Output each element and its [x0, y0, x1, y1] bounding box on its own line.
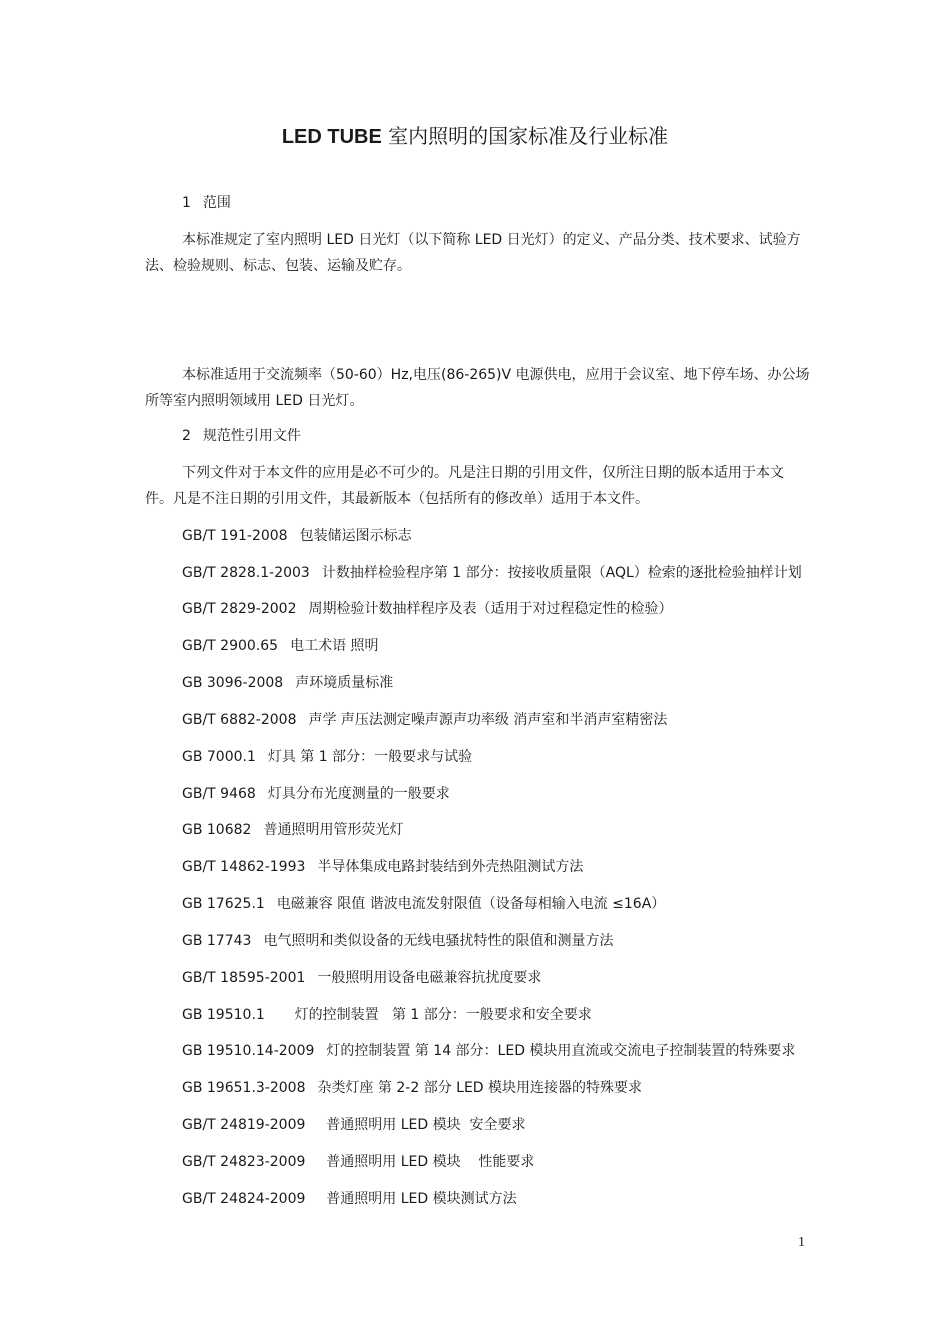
- title-cjk: 室内照明的国家标准及行业标准: [388, 124, 669, 148]
- page-number: 1: [798, 1235, 805, 1250]
- reference-code: GB 10682: [182, 822, 252, 838]
- reference-code: GB/T 2900.65: [182, 638, 279, 654]
- section-1-paragraph-2-line-1: 本标准适用于交流频率（50-60）Hz,电压(86-265)V 电源供电，应用于会议室、地下停车场、办公场: [182, 367, 810, 383]
- reference-title: 普通照明用 LED 模块 安全要求: [317, 1117, 526, 1133]
- reference-title: 灯具 第 1 部分：一般要求与试验: [267, 749, 473, 765]
- reference-title: 普通照明用 LED 模块 性能要求: [317, 1154, 535, 1170]
- reference-item: [182, 599, 672, 619]
- reference-code: GB 19510.1: [182, 1007, 265, 1023]
- reference-title: 计数抽样检验程序第 1 部分：按接收质量限（AQL）检索的逐批检验抽样计划: [321, 565, 802, 581]
- reference-code: GB/T 14862-1993: [182, 859, 306, 875]
- reference-code: GB 19651.3-2008: [182, 1080, 306, 1096]
- section-1-title: 范围: [202, 195, 231, 211]
- reference-item: [182, 1005, 592, 1025]
- reference-code: GB/T 6882-2008: [182, 712, 297, 728]
- title-latin: LED TUBE: [281, 126, 382, 148]
- reference-title: 周期检验计数抽样程序及表（适用于对过程稳定性的检验）: [308, 601, 673, 617]
- reference-code: GB/T 24819-2009: [182, 1117, 306, 1133]
- reference-title: 普通照明用 LED 模块测试方法: [317, 1191, 517, 1207]
- reference-item: [182, 1189, 517, 1209]
- reference-title: 电磁兼容 限值 谐波电流发射限值（设备每相输入电流 ≤16A）: [276, 896, 666, 912]
- reference-title: 灯具分布光度测量的一般要求: [267, 786, 450, 802]
- section-2-paragraph-line-1: 下列文件对于本文件的应用是必不可少的。凡是注日期的引用文件，仅所注日期的版本适用于本文: [182, 465, 784, 481]
- section-1-paragraph-1-line-1: 本标准规定了室内照明 LED 日光灯（以下简称 LED 日光灯）的定义、产品分类、技术要求、试验方: [182, 232, 801, 248]
- section-2-heading: [182, 426, 301, 446]
- reference-title: 声学 声压法测定噪声源声功率级 消声室和半消声室精密法: [308, 712, 668, 728]
- reference-item: [182, 784, 450, 804]
- section-1-paragraph-1-line-2: 法、检验规则、标志、包装、运输及贮存。: [145, 258, 411, 274]
- reference-code: GB/T 2829-2002: [182, 601, 297, 617]
- reference-item: [182, 1078, 642, 1098]
- reference-title: 杂类灯座 第 2-2 部分 LED 模块用连接器的特殊要求: [317, 1080, 643, 1096]
- reference-item: [182, 710, 667, 730]
- reference-title: 半导体集成电路封装结到外壳热阻测试方法: [317, 859, 584, 875]
- reference-title: 普通照明用管形荧光灯: [263, 822, 404, 838]
- reference-title: 灯的控制装置 第 1 部分：一般要求和安全要求: [276, 1007, 592, 1023]
- reference-item: [182, 1152, 534, 1172]
- section-1-number: 1: [182, 195, 191, 211]
- reference-code: GB/T 18595-2001: [182, 970, 306, 986]
- reference-code: GB 3096-2008: [182, 675, 284, 691]
- reference-item: [182, 820, 403, 840]
- reference-item: [182, 968, 541, 988]
- reference-code: GB/T 191-2008: [182, 528, 288, 544]
- section-2-number: 2: [182, 428, 191, 444]
- reference-item: [182, 636, 379, 656]
- reference-item: [182, 857, 583, 877]
- reference-title: 电气照明和类似设备的无线电骚扰特性的限值和测量方法: [263, 933, 614, 949]
- reference-code: GB/T 24823-2009: [182, 1154, 306, 1170]
- reference-title: 灯的控制装置 第 14 部分：LED 模块用直流或交流电子控制装置的特殊要求: [326, 1043, 796, 1059]
- reference-item: [182, 1041, 795, 1061]
- reference-item: [182, 1115, 526, 1135]
- reference-code: GB/T 2828.1-2003: [182, 565, 310, 581]
- reference-code: GB 7000.1: [182, 749, 256, 765]
- reference-code: GB 17743: [182, 933, 252, 949]
- reference-item: [182, 673, 393, 693]
- reference-item: [182, 747, 472, 767]
- reference-code: GB 19510.14-2009: [182, 1043, 315, 1059]
- reference-code: GB/T 24824-2009: [182, 1191, 306, 1207]
- section-1-heading: [182, 193, 231, 213]
- reference-item: [182, 563, 802, 583]
- reference-title: 声环境质量标准: [295, 675, 394, 691]
- reference-code: GB/T 9468: [182, 786, 256, 802]
- reference-title: 包装储运图示标志: [299, 528, 412, 544]
- reference-code: GB 17625.1: [182, 896, 265, 912]
- document-title: [0, 122, 950, 151]
- reference-item: [182, 931, 613, 951]
- section-1-paragraph-2-line-2: 所等室内照明领域用 LED 日光灯。: [145, 393, 364, 409]
- section-2-title: 规范性引用文件: [202, 428, 301, 444]
- reference-title: 电工术语 照明: [290, 638, 379, 654]
- reference-item: [182, 894, 665, 914]
- section-2-paragraph-line-2: 件。凡是不注日期的引用文件，其最新版本（包括所有的修改单）适用于本文件。: [145, 491, 649, 507]
- reference-item: [182, 526, 412, 546]
- reference-title: 一般照明用设备电磁兼容抗扰度要求: [317, 970, 542, 986]
